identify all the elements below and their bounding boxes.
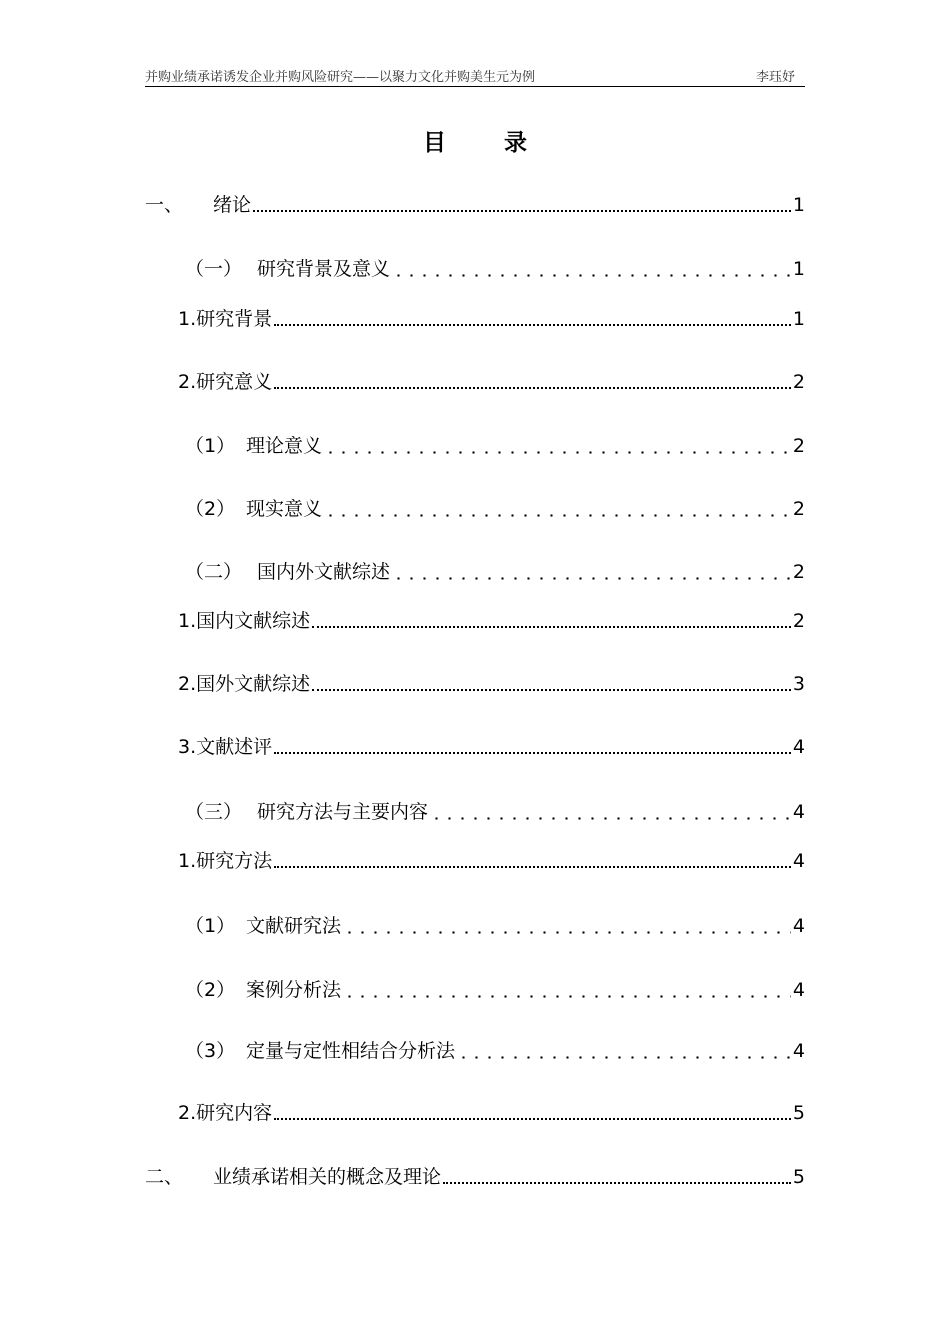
toc-entry-number: 2. — [178, 673, 197, 695]
toc-entry-text: 现实意义 — [246, 498, 323, 520]
toc-entry[interactable] — [145, 557, 805, 587]
toc-entry-number: 1. — [178, 850, 197, 872]
toc-entry[interactable] — [145, 190, 805, 220]
toc-entry-page: 2 — [792, 371, 805, 393]
toc-entry-number: 2. — [178, 1102, 197, 1124]
toc-entry-text: 研究方法与主要内容 — [257, 801, 429, 823]
toc-entry[interactable] — [145, 1098, 805, 1128]
toc-entry-number: （三） — [185, 801, 243, 823]
toc-entry-page: 1 — [792, 194, 805, 216]
dot-leader — [392, 557, 791, 587]
toc-entry-page: 5 — [792, 1102, 805, 1124]
toc-entry-text: 业绩承诺相关的概念及理论 — [213, 1166, 442, 1188]
toc-entry-text: 国外文献综述 — [196, 673, 311, 695]
toc-entry-page: 4 — [792, 915, 805, 937]
toc-entry[interactable] — [145, 669, 805, 699]
toc-entry-number: （1） — [185, 915, 236, 937]
toc-entry[interactable] — [145, 494, 805, 524]
toc-entry[interactable] — [145, 797, 805, 827]
toc-entry-page: 5 — [792, 1166, 805, 1188]
dot-leader — [253, 190, 791, 220]
toc-entry-page: 2 — [792, 561, 805, 583]
dot-leader — [392, 254, 791, 284]
toc-entry-number: 3. — [178, 736, 197, 758]
toc-entry-text: 文献述评 — [196, 736, 273, 758]
toc-entry[interactable] — [145, 911, 805, 941]
toc-entry[interactable] — [145, 606, 805, 636]
toc-entry-number: 1. — [178, 610, 197, 632]
dot-leader — [274, 732, 791, 762]
toc-entry-text: 研究意义 — [196, 371, 273, 393]
dot-leader — [274, 367, 791, 397]
toc-entry-page: 4 — [792, 850, 805, 872]
toc-entry-text: 案例分析法 — [246, 979, 342, 1001]
toc-entry-number: （一） — [185, 258, 243, 280]
toc-entry-text: 研究背景 — [196, 308, 273, 330]
toc-entry[interactable] — [145, 254, 805, 284]
toc-entry-number: 二、 — [145, 1166, 184, 1188]
toc-entry-number: （1） — [185, 435, 236, 457]
toc-entry-number: 2. — [178, 371, 197, 393]
dot-leader — [274, 304, 791, 334]
toc-entry-number: 1. — [178, 308, 197, 330]
dot-leader — [443, 1162, 791, 1192]
toc-entry-number: 一、 — [145, 194, 184, 216]
toc-entry-text: 理论意义 — [246, 435, 323, 457]
header-title: 并购业绩承诺诱发企业并购风险研究——以聚力文化并购美生元为例 — [145, 70, 536, 85]
toc-entry[interactable] — [145, 304, 805, 334]
toc-entry-number: （2） — [185, 498, 236, 520]
toc-entry-text: 研究内容 — [196, 1102, 273, 1124]
toc-entry-page: 1 — [792, 258, 805, 280]
toc-entry-page: 4 — [792, 801, 805, 823]
toc-entry-number: （2） — [185, 979, 236, 1001]
toc-entry[interactable] — [145, 732, 805, 762]
toc-entry-page: 2 — [792, 498, 805, 520]
header-author: 李珏妤 — [755, 70, 795, 85]
dot-leader — [324, 431, 791, 461]
toc-entry[interactable] — [145, 975, 805, 1005]
dot-leader — [324, 494, 791, 524]
toc-entry-text: 文献研究法 — [246, 915, 342, 937]
toc-entry[interactable] — [145, 367, 805, 397]
toc-entry-page: 3 — [792, 673, 805, 695]
dot-leader — [457, 1036, 791, 1066]
toc-entry-page: 4 — [792, 979, 805, 1001]
toc-entry[interactable] — [145, 431, 805, 461]
toc-entry-page: 2 — [792, 610, 805, 632]
dot-leader — [343, 975, 791, 1005]
dot-leader — [312, 606, 791, 636]
toc-entry-text: 绪论 — [213, 194, 252, 216]
dot-leader — [274, 1098, 791, 1128]
toc-entry-text: 国内文献综述 — [196, 610, 311, 632]
toc-entry-text: 研究背景及意义 — [257, 258, 391, 280]
toc-entry-page: 4 — [792, 1040, 805, 1062]
dot-leader — [430, 797, 791, 827]
page-title: 目 录 — [422, 130, 552, 156]
dot-leader — [274, 846, 791, 876]
dot-leader — [312, 669, 791, 699]
dot-leader — [343, 911, 791, 941]
toc-entry-page: 1 — [792, 308, 805, 330]
toc-entry-text: 国内外文献综述 — [257, 561, 391, 583]
toc-entry-page: 4 — [792, 736, 805, 758]
toc-entry[interactable] — [145, 1162, 805, 1192]
page-header — [145, 66, 805, 87]
toc-entry[interactable] — [145, 846, 805, 876]
toc-entry-number: （3） — [185, 1040, 236, 1062]
toc-entry-page: 2 — [792, 435, 805, 457]
toc-entry-text: 定量与定性相结合分析法 — [246, 1040, 456, 1062]
toc-entry-text: 研究方法 — [196, 850, 273, 872]
toc-entry[interactable] — [145, 1036, 805, 1066]
toc-entry-number: （二） — [185, 561, 243, 583]
